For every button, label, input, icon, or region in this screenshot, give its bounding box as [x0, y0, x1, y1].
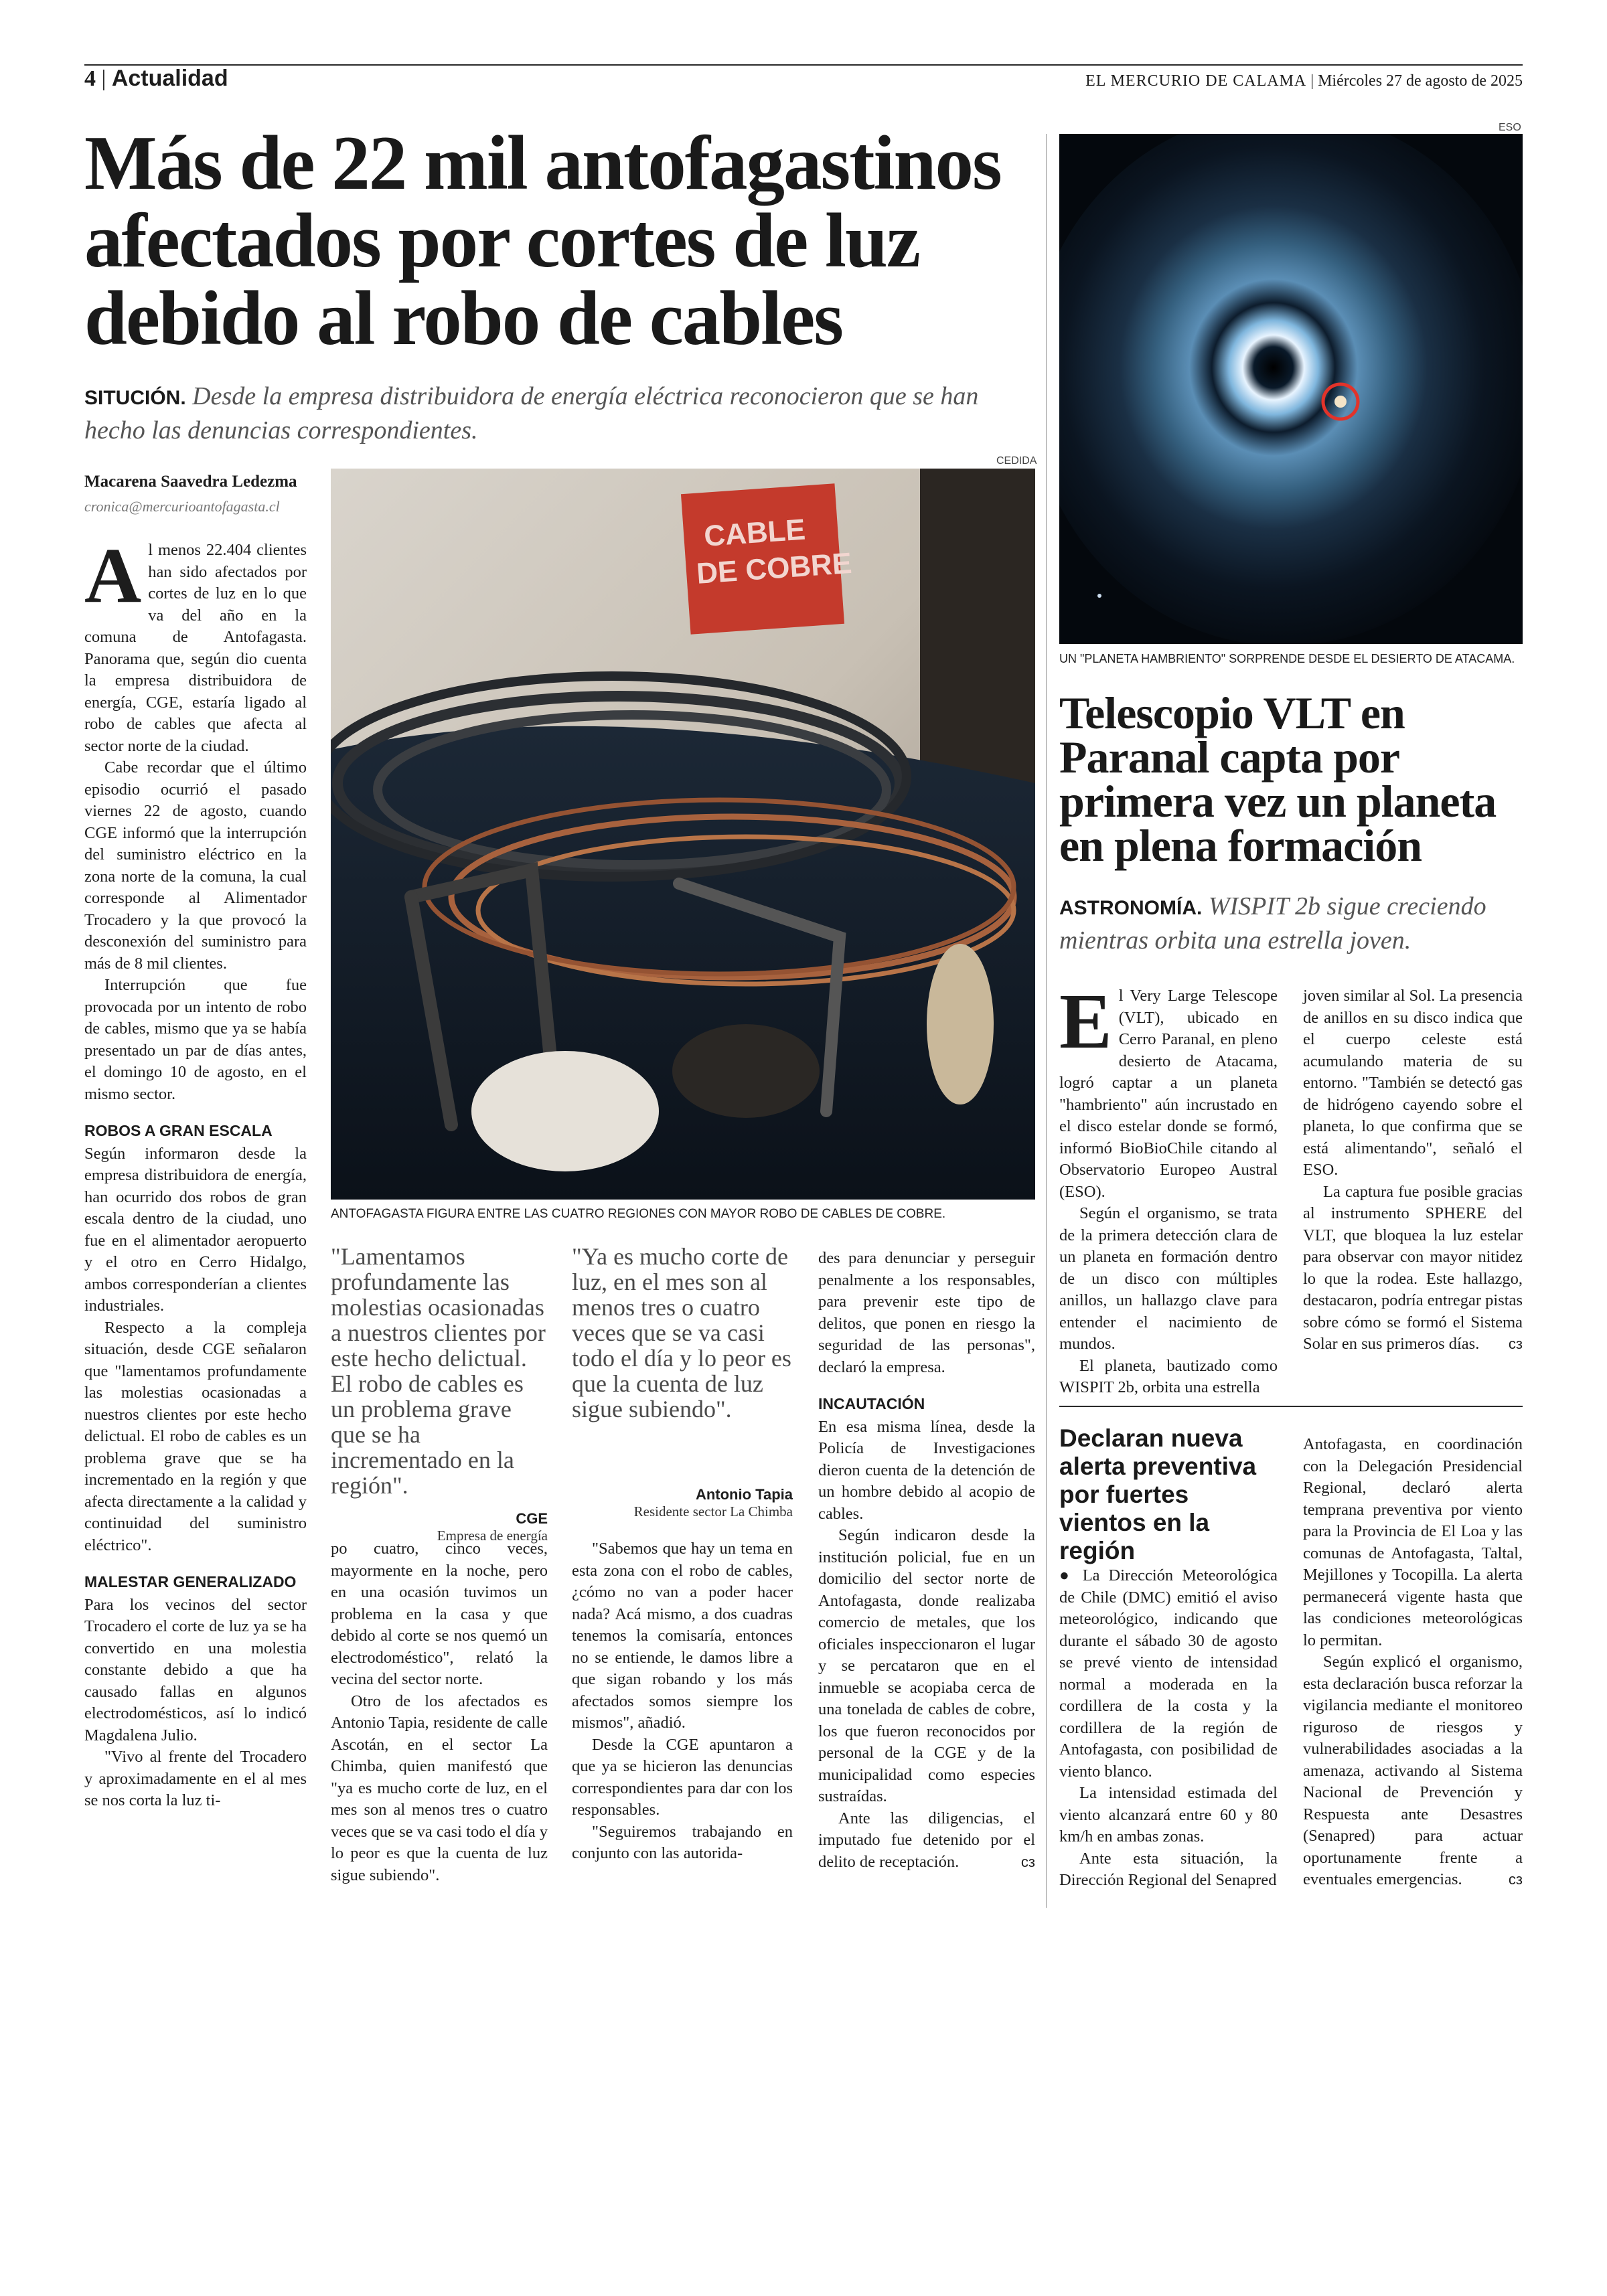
column-divider	[1046, 134, 1047, 1908]
paragraph: ● La Dirección Meteorológica de Chile (DMC) emitió el aviso meteorológico, indicando que durante el sábado 30 de agosto se prevé viento de intensidad normal a moderada en la cordillera de la costa y la cordillera de la región de Antofagasta, con posibilidad de viento blanco.	[1059, 1566, 1278, 1781]
paragraph: Según informaron desde la empresa distribuidora de energía, han ocurrido dos robos de gran escala dentro de la ciudad, uno fue en el alimentador aeropuerto y el otro en Cerro Hidalgo, ambos corresponderían a clientes industriales.	[84, 1144, 307, 1315]
kicker-label: SITUCIÓN.	[84, 387, 186, 409]
quote-text: "Ya es mucho corte de luz, en el mes son al menos tres o cuatro veces que se va casi todo el día y lo peor es que la cuenta de luz sigue subiendo".	[572, 1243, 791, 1422]
paragraph: "Seguiremos trabajando en conjunto con las autorida-	[572, 1822, 793, 1862]
publication-name: EL MERCURIO DE CALAMA	[1085, 72, 1307, 90]
subheading: MALESTAR GENERALIZADO	[84, 1573, 297, 1590]
paragraph: po cuatro, cinco veces, mayormente en la noche, pero en una ocasión tuvimos un problema en la casa y que debido al corte se nos quemó un electrodoméstico", relató la vecina del sector norte.	[331, 1540, 548, 1688]
kicker-text: Desde la empresa distribuidora de energía eléctrica reconocieron que se han hecho las denuncias correspondientes.	[84, 382, 979, 444]
paragraph: Otro de los afectados es Antonio Tapia, residente de calle Ascotán, en el sector La Chimba, quien manifestó que "ya es mucho corte de luz, en el mes son al menos tres o cuatro veces que se va casi todo el día y lo peor es que la cuenta de luz sigue subiendo".	[331, 1692, 548, 1884]
brief-column-1	[1059, 1565, 1278, 1892]
paragraph: joven similar al Sol. La presencia de anillos en su disco indica que el cuerpo celeste está acumulando materia de su entorno. "También se detectó gas de hidrógeno cayendo sobre el planeta, lo que confirma que se está alimentando", señaló el ESO.	[1303, 987, 1523, 1179]
brief-column-2	[1303, 1434, 1523, 1891]
quote-source-role: Residente sector La Chimba	[633, 1503, 793, 1520]
cables-photo	[331, 469, 1035, 1200]
quote-source-name: CGE	[516, 1510, 548, 1527]
pull-quote-cge	[331, 1244, 548, 1544]
side-headline: Telescopio VLT en Paranal capta por primera vez un planeta en plena formación	[1059, 687, 1497, 871]
main-photo-credit: CEDIDA	[996, 455, 1037, 467]
svg-text:DE COBRE: DE COBRE	[695, 546, 853, 590]
paragraph: El Very Large Telescope (VLT), ubicado en Cerro Paranal, en pleno desierto de Atacama, logró captar a un planeta "hambriento" aún incrustado en el disco estelar donde se formó, informó BioBioChile citando al Observatorio Europeo Austral (ESO).	[1059, 977, 1278, 1201]
quote-source-role: Empresa de energía	[437, 1528, 548, 1544]
brief-divider	[1059, 1406, 1523, 1407]
cable-de-cobre-sign	[681, 483, 853, 635]
author-email: cronica@mercurioantofagasta.cl	[84, 498, 280, 515]
quote-source-name: Antonio Tapia	[695, 1486, 793, 1503]
paragraph: El planeta, bautizado como WISPIT 2b, orbita una estrella	[1059, 1356, 1278, 1396]
paragraph: La captura fue posible gracias al instrumento SPHERE del VLT, que bloquea la luz estelar para observar con mayor nitidez lo que la rodea. Este hallazgo, destacaron, podría entregar pistas sobre cómo se formó el Sistema Solar en sus primeros días. cз	[1303, 1181, 1523, 1356]
paragraph: Según explicó el organismo, esta declaración busca reforzar la vigilancia mediante el monitoreo riguroso de riesgos y vulnerabilidades asociadas a la amenaza, activando al Sistema Nacional de Prevención y Respuesta ante Desastres (Senapred) para actuar oportunamente frente a eventuales emergencias. cз	[1303, 1651, 1523, 1891]
main-headline: Más de 22 mil antofagastinos afectados por cortes de luz debido al robo de cables	[84, 120, 1001, 361]
end-mark: cз	[1508, 1871, 1523, 1888]
side-column-1	[1059, 977, 1278, 1399]
dropcap: A	[84, 531, 142, 619]
bullet-icon: ●	[1059, 1566, 1083, 1584]
quote-text: "Lamentamos profundamente las molestias ocasionadas a nuestros clientes por este hecho delictual. El robo de cables es un problema grave que se ha incrementado en la región".	[331, 1243, 546, 1499]
paragraph: Ante las diligencias, el imputado fue detenido por el delito de receptación. cз	[818, 1808, 1035, 1874]
paragraph: Antofagasta, en coordinación con la Delegación Presidencial Regional, declaró alerta temprana preventiva por viento para la Provincia de El Loa y las comunas de Antofagasta, Taltal, Mejillones y Tocopilla. La alerta permanecerá vigente hasta que las condiciones meteorológicas lo permitan.	[1303, 1435, 1523, 1649]
main-column-2	[331, 1538, 548, 1886]
subheading: INCAUTACIÓN	[818, 1395, 925, 1412]
issue-date: Miércoles 27 de agosto de 2025	[1318, 72, 1523, 90]
side-photo-credit: ESO	[1499, 122, 1521, 133]
paragraph: Desde la CGE apuntaron a que ya se hicieron las denuncias correspondientes para dar con los responsables.	[572, 1735, 793, 1819]
page-number: 4	[84, 66, 96, 91]
paragraph: des para denunciar y perseguir penalmente a los responsables, para prevenir este tipo de delitos, que ponen en riesgo la seguridad de las personas", declaró la empresa.	[818, 1249, 1035, 1376]
subheading: ROBOS A GRAN ESCALA	[84, 1122, 273, 1139]
paragraph: En esa misma línea, desde la Policía de Investigaciones dieron cuenta de la detención de un hombre debido al acopio de cables.	[818, 1417, 1035, 1523]
paragraph: Ante esta situación, la Dirección Regional del Senapred	[1059, 1849, 1278, 1889]
paragraph: Cabe recordar que el último episodio ocurrió el pasado viernes 22 de agosto, cuando CGE informó que la interrupción del suministro eléctrico en la zona norte de la comuna, la cual corresponde al Alimentador Trocadero y la que provocó la desconexión del suministro para más de 8 mil clientes.	[84, 758, 307, 973]
paragraph: Según el organismo, se trata de la primera detección clara de un planeta en formación dentro de un disco con múltiples anillos, un hallazgo clave para entender el nacimiento de mundos.	[1059, 1204, 1278, 1353]
end-mark: cз	[1508, 1335, 1523, 1352]
paragraph: Interrupción que fue provocada por un intento de robo de cables, mismo que ya se había presentado un par de días antes, el domingo 10 de agosto, en el mismo sector.	[84, 976, 307, 1103]
paragraph: La intensidad estimada del viento alcanzará entre 60 y 80 km/h en ambas zonas.	[1059, 1784, 1278, 1846]
page-header-left: 4 | Actualidad	[84, 66, 228, 91]
pull-quote-tapia	[572, 1244, 793, 1520]
main-column-4	[818, 1248, 1035, 1873]
cables-photo-graphic	[331, 469, 1035, 1200]
side-photo-caption: UN "PLANETA HAMBRIENTO" SORPRENDE DESDE EL DESIERTO DE ATACAMA.	[1059, 652, 1515, 665]
author-byline: Macarena Saavedra Ledezma	[84, 473, 297, 491]
side-column-2	[1303, 985, 1523, 1356]
main-column-3	[572, 1538, 793, 1865]
main-column-1	[84, 531, 307, 1812]
section-name: Actualidad	[111, 66, 228, 91]
paragraph: Respecto a la compleja situación, desde CGE señalaron que "lamentamos profundamente las molestias ocasionadas a nuestros clientes por este hecho delictual. El robo de cables es un problema grave que se ha incrementado en la región y que afecta directamente a la calidad y continuidad del suministro eléctrico".	[84, 1318, 307, 1554]
paragraph: Según indicaron desde la institución policial, fue en un domicilio del sector norte de Antofagasta, donde realizaba comercio de metales, que los oficiales inspeccionaron el lugar y se percataron que en el inmueble se acopiaba cerca de una tonelada de cables de cobre, los que fueron reconocidos por personal de la CGE y de la municipalidad como especies sustraídas.	[818, 1526, 1035, 1805]
paragraph: Para los vecinos del sector Trocadero el corte de luz ya se ha convertido en una molestia constante debido a que ha causado fallas en algunos electrodomésticos, así lo indicó Magdalena Julio.	[84, 1595, 307, 1744]
page-header-right: EL MERCURIO DE CALAMA | Miércoles 27 de agosto de 2025	[1085, 72, 1523, 90]
paragraph: Al menos 22.404 clientes han sido afectados por cortes de luz en lo que va del año en la comuna de Antofagasta. Panorama que, según dio cuenta la empresa distribuidora de energía, CGE, estaría ligado al robo de cables que afecta al sector norte de la ciudad.	[84, 531, 307, 755]
kicker-text: WISPIT 2b sigue creciendo mientras orbita una estrella joven.	[1059, 892, 1486, 955]
brief-headline: Declaran nueva alerta preventiva por fuertes vientos en la región	[1059, 1424, 1257, 1564]
dropcap: E	[1059, 977, 1112, 1065]
main-photo-caption: ANTOFAGASTA FIGURA ENTRE LAS CUATRO REGIONES CON MAYOR ROBO DE CABLES DE COBRE.	[331, 1207, 946, 1221]
svg-text:CABLE: CABLE	[702, 513, 807, 553]
paragraph: "Sabemos que hay un tema en esta zona con el robo de cables, ¿cómo no van a poder hacer nada? Acá mismo, a dos cuadras tenemos la comisaría, entonces no se entiende, le damos libre a que sigan robando y los más afectados somos siempre los mismos", añadió.	[572, 1540, 793, 1732]
main-kicker	[84, 380, 1022, 446]
end-mark: cз	[1020, 1853, 1035, 1870]
side-kicker	[1059, 890, 1523, 957]
planet-disk-photo	[1059, 134, 1523, 644]
paragraph: "Vivo al frente del Trocadero y aproximadamente en el al mes se nos corta la luz ti-	[84, 1748, 307, 1809]
kicker-label: ASTRONOMÍA.	[1059, 897, 1203, 919]
planet-disk-graphic	[1059, 134, 1523, 644]
top-rule	[84, 64, 1523, 66]
